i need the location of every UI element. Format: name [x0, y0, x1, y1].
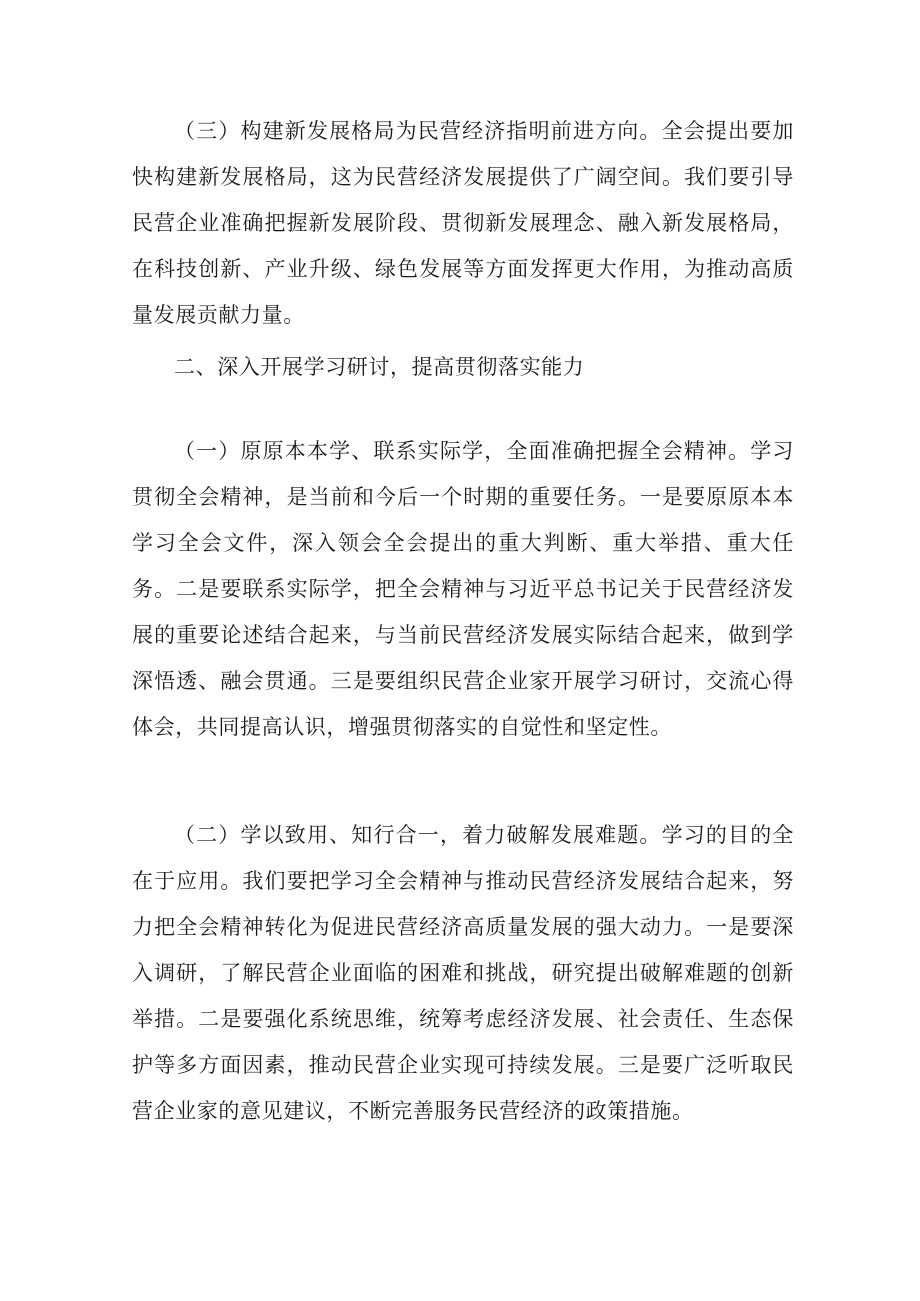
paragraph-subsection-two: （二）学以致用、知行合一，着力破解发展难题。学习的目的全在于应用。我们要把学习全会精神与推动民营经济发展结合起来，努力把全会精神转化为促进民营经济高质量发展的强大动力。一是要深入调研，了解民营企业面临的困难和挑战，研究提出破解难题的创新举措。二是要强化系统思维，统筹考虑经济发展、社会责任、生态保护等多方面因素，推动民营企业实现可持续发展。三是要广泛听取民营企业家的意见建议，不断完善服务民营经济的政策措施。 [132, 823, 794, 1123]
paragraph-section-three: （三）构建新发展格局为民营经济指明前进方向。全会提出要加快构建新发展格局，这为民营经济发展提供了广阔空间。我们要引导民营企业准确把握新发展阶段、贯彻新发展理念、融入新发展格局，在科技创新、产业升级、绿色发展等方面发挥更大作用，为推动高质量发展贡献力量。 [132, 119, 794, 327]
paragraph-subsection-one: （一）原原本本学、联系实际学，全面准确把握全会精神。学习贯彻全会精神，是当前和今后一个时期的重要任务。一是要原原本本学习全会文件，深入领会全会提出的重大判断、重大举措、重大任务。二是要联系实际学，把全会精神与习近平总书记关于民营经济发展的重要论述结合起来，与当前民营经济发展实际结合起来，做到学深悟透、融会贯通。三是要组织民营企业家开展学习研讨，交流心得体会，共同提高认识，增强贯彻落实的自觉性和坚定性。 [132, 439, 794, 739]
section-heading-two: 二、深入开展学习研讨，提高贯彻落实能力 [174, 355, 585, 379]
